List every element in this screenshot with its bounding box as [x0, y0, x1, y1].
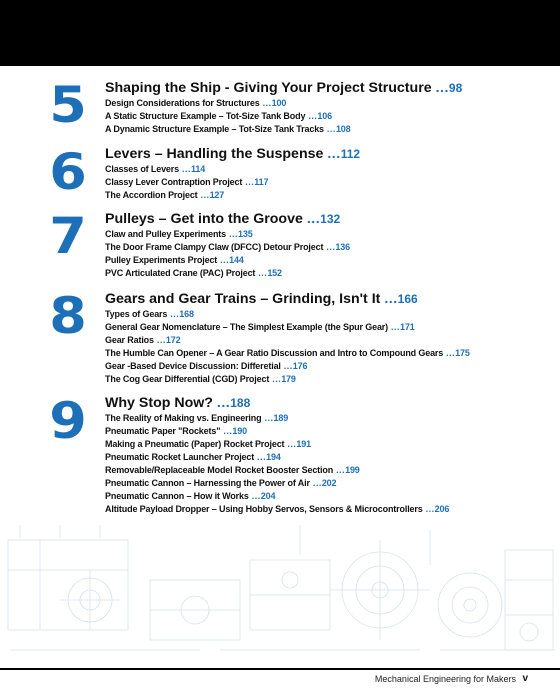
entry-text: Types of Gears: [105, 309, 168, 319]
toc-entry[interactable]: Classy Lever Contraption Project ...117: [105, 177, 269, 187]
footer-rule: [0, 668, 560, 670]
entry-text: A Static Structure Example – Tot-Size Tank Body: [105, 111, 306, 121]
entry-page: 191: [296, 439, 311, 449]
toc-entry[interactable]: Altitude Payload Dropper – Using Hobby Servos, Sensors & Microcontrollers ...206: [105, 504, 450, 514]
footer-book-title: Mechanical Engineering for Makers: [374, 674, 516, 684]
chapter-title-text: Why Stop Now?: [105, 395, 213, 411]
entry-text: Altitude Payload Dropper – Using Hobby Servos, Sensors & Microcontrollers: [105, 504, 423, 514]
toc-entry[interactable]: The Humble Can Opener – A Gear Ratio Discussion and Intro to Compound Gears ...175: [105, 348, 470, 358]
entry-text: PVC Articulated Crane (PAC) Project: [105, 268, 256, 278]
toc-entry[interactable]: Types of Gears ...168: [105, 309, 194, 319]
header-band: [0, 0, 560, 66]
entry-text: Design Considerations for Structures: [105, 98, 260, 108]
toc-entry[interactable]: Pneumatic Cannon – How it Works ...204: [105, 491, 276, 501]
chapter-page: 188: [230, 396, 251, 410]
entry-page: 206: [434, 504, 450, 514]
chapter-page: 166: [397, 292, 418, 306]
entry-page: 172: [165, 335, 181, 345]
entry-page: 106: [317, 111, 332, 121]
entry-text: The Door Frame Clampy Claw (DFCC) Detour Project: [105, 242, 324, 252]
entry-text: Pneumatic Paper "Rockets": [105, 426, 221, 436]
entry-text: The Humble Can Opener – A Gear Ratio Discussion and Intro to Compound Gears: [105, 348, 444, 358]
toc-entry[interactable]: Claw and Pulley Experiments ...135: [105, 229, 253, 239]
entry-page: 144: [229, 255, 244, 265]
toc-entry[interactable]: Pulley Experiments Project ...144: [105, 255, 244, 265]
chapter-page: 112: [340, 147, 361, 161]
entry-text: Classes of Levers: [105, 164, 179, 174]
entry-page: 100: [271, 98, 287, 108]
entry-text: The Reality of Making vs. Engineering: [105, 413, 262, 423]
chapter-title[interactable]: Why Stop Now? ...188: [105, 395, 251, 411]
chapter-number: 7: [49, 207, 87, 265]
chapter-title-text: Pulleys – Get into the Groove: [105, 211, 303, 227]
toc-entry[interactable]: PVC Articulated Crane (PAC) Project ...152: [105, 268, 282, 278]
toc-entry[interactable]: Removable/Replaceable Model Rocket Booster Section ...199: [105, 465, 360, 475]
toc-entry[interactable]: The Reality of Making vs. Engineering ...189: [105, 413, 289, 423]
entry-page: 189: [273, 413, 289, 423]
chapter-title[interactable]: Pulleys – Get into the Groove ...132: [105, 211, 341, 227]
entry-text: The Cog Gear Differential (CGD) Project: [105, 374, 270, 384]
entry-text: Pulley Experiments Project: [105, 255, 218, 265]
chapter-page: 132: [320, 212, 341, 226]
chapter-number: 8: [49, 287, 87, 345]
toc-entry[interactable]: Pneumatic Cannon – Harnessing the Power of Air ...202: [105, 478, 337, 488]
entry-text: Pneumatic Cannon – Harnessing the Power of Air: [105, 478, 310, 488]
toc-entry[interactable]: The Accordion Project ...127: [105, 190, 225, 200]
toc-entry[interactable]: Gear Ratios ...172: [105, 335, 181, 345]
toc-entry[interactable]: A Static Structure Example – Tot-Size Tank Body ...106: [105, 111, 332, 121]
entry-page: 176: [292, 361, 308, 371]
chapter-number: 5: [49, 76, 87, 134]
toc-entry[interactable]: The Door Frame Clampy Claw (DFCC) Detour Project ...136: [105, 242, 350, 252]
chapter-title-text: Gears and Gear Trains – Grinding, Isn't It: [105, 291, 381, 307]
toc-entry[interactable]: General Gear Nomenclature – The Simplest Example (the Spur Gear) ...171: [105, 322, 415, 332]
toc-entry[interactable]: Pneumatic Paper "Rockets" ...190: [105, 426, 247, 436]
entry-page: 171: [400, 322, 415, 332]
chapter-title[interactable]: Levers – Handling the Suspense ...112: [105, 146, 361, 162]
entry-text: Claw and Pulley Experiments: [105, 229, 226, 239]
entry-page: 108: [335, 124, 351, 134]
entry-text: Classy Lever Contraption Project: [105, 177, 243, 187]
chapter-title[interactable]: Shaping the Ship - Giving Your Project Structure ...98: [105, 80, 463, 96]
entry-text: Gear -Based Device Discussion: Differetial: [105, 361, 281, 371]
entry-text: Pneumatic Rocket Launcher Project: [105, 452, 255, 462]
footer-page-number: v: [522, 673, 528, 684]
entry-text: Pneumatic Cannon – How it Works: [105, 491, 249, 501]
entry-page: 190: [232, 426, 247, 436]
entry-page: 127: [209, 190, 225, 200]
entry-page: 199: [345, 465, 360, 475]
blueprint-background-art: [0, 520, 560, 670]
entry-page: 135: [238, 229, 253, 239]
entry-page: 114: [191, 164, 206, 174]
entry-page: 202: [321, 478, 337, 488]
chapter-number: 9: [49, 392, 87, 450]
chapter-title-text: Levers – Handling the Suspense: [105, 146, 324, 162]
toc-entry[interactable]: Gear -Based Device Discussion: Differetial ...176: [105, 361, 308, 371]
entry-page: 204: [260, 491, 276, 501]
chapter-title-text: Shaping the Ship - Giving Your Project Structure: [105, 80, 432, 96]
entry-text: Making a Pneumatic (Paper) Rocket Project: [105, 439, 285, 449]
toc-entry[interactable]: A Dynamic Structure Example – Tot-Size Tank Tracks ...108: [105, 124, 351, 134]
entry-text: Removable/Replaceable Model Rocket Booster Section: [105, 465, 334, 475]
entry-text: General Gear Nomenclature – The Simplest Example (the Spur Gear): [105, 322, 388, 332]
entry-page: 136: [335, 242, 350, 252]
entry-page: 152: [267, 268, 282, 278]
entry-page: 117: [254, 177, 269, 187]
entry-text: A Dynamic Structure Example – Tot-Size Tank Tracks: [105, 124, 324, 134]
entry-page: 194: [266, 452, 281, 462]
entry-page: 179: [281, 374, 296, 384]
entry-text: Gear Ratios: [105, 335, 154, 345]
chapter-number: 6: [49, 143, 87, 201]
toc-entry[interactable]: Classes of Levers ...114: [105, 164, 206, 174]
toc-entry[interactable]: Pneumatic Rocket Launcher Project ...194: [105, 452, 281, 462]
chapter-title[interactable]: Gears and Gear Trains – Grinding, Isn't It ...166: [105, 291, 418, 307]
entry-page: 175: [455, 348, 470, 358]
chapter-page: 98: [448, 81, 463, 95]
entry-text: The Accordion Project: [105, 190, 198, 200]
toc-entry[interactable]: Design Considerations for Structures ...100: [105, 98, 287, 108]
toc-entry[interactable]: Making a Pneumatic (Paper) Rocket Project ...191: [105, 439, 311, 449]
toc-entry[interactable]: The Cog Gear Differential (CGD) Project ...179: [105, 374, 296, 384]
entry-page: 168: [179, 309, 194, 319]
